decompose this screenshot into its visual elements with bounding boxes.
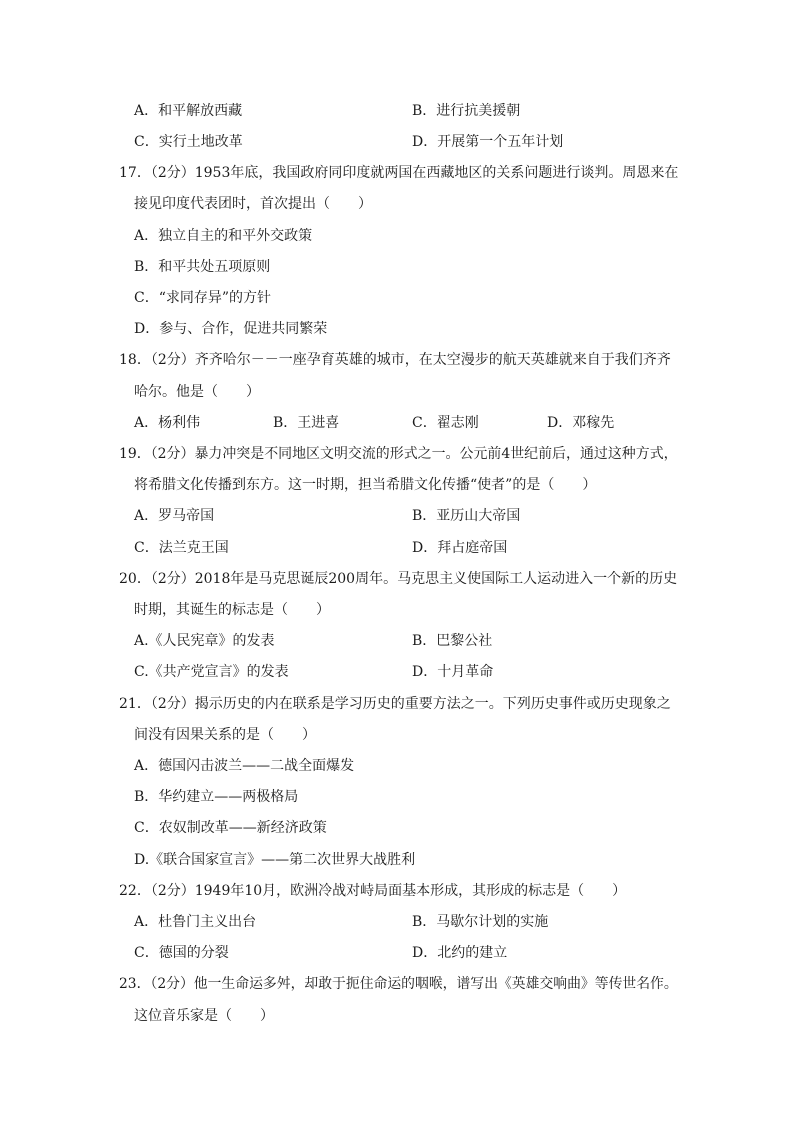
option-16-b: B．进行抗美援朝 xyxy=(412,103,521,119)
option-17-c: C．“求同存异”的方针 xyxy=(134,290,272,306)
option-21-a: A．德国闪击波兰——二战全面爆发 xyxy=(134,758,355,774)
question-19-stem-cont: 将希腊文化传播到东方。这一时期，担当希腊文化传播“使者”的是（ ） xyxy=(134,477,597,493)
question-20-stem: 20．（2分）2018年是马克思诞辰200周年。马克思主义使国际工人运动进入一个新的历史 xyxy=(119,571,678,587)
option-16-c: C．实行土地改革 xyxy=(134,134,243,150)
option-19-b: B．亚历山大帝国 xyxy=(412,508,521,524)
option-17-b: B．和平共处五项原则 xyxy=(134,259,271,275)
option-22-c: C．德国的分裂 xyxy=(134,945,229,961)
option-18-d: D．邓稼先 xyxy=(547,415,615,431)
question-18-stem: 18．（2分）齐齐哈尔－－一座孕育英雄的城市，在太空漫步的航天英雄就来自于我们齐齐 xyxy=(119,352,671,368)
option-17-d: D．参与、合作，促进共同繁荣 xyxy=(134,321,328,337)
option-20-d: D．十月革命 xyxy=(412,664,494,680)
option-22-d: D．北约的建立 xyxy=(412,945,508,961)
question-19-stem: 19．（2分）暴力冲突是不同地区文明交流的形式之一。公元前4世纪前后，通过这种方式， xyxy=(119,446,678,462)
question-18-stem-cont: 哈尔。他是（ ） xyxy=(134,384,260,400)
option-16-d: D．开展第一个五年计划 xyxy=(412,134,564,150)
option-21-b: B．华约建立——两极格局 xyxy=(134,789,299,805)
option-19-d: D．拜占庭帝国 xyxy=(412,540,508,556)
option-17-a: A．独立自主的和平外交政策 xyxy=(134,228,313,244)
question-17-stem: 17．（2分）1953年底，我国政府同印度就两国在西藏地区的关系问题进行谈判。周恩来在 xyxy=(119,165,679,181)
question-21-stem: 21．（2分）揭示历史的内在联系是学习历史的重要方法之一。下列历史事件或历史现象之 xyxy=(119,696,671,712)
question-20-stem-cont: 时期，其诞生的标志是（ ） xyxy=(134,602,330,618)
option-22-b: B．马歇尔计划的实施 xyxy=(412,914,549,930)
question-23-stem: 23．（2分）他一生命运多舛，却敢于扼住命运的咽喉，谱写出《英雄交响曲》等传世名作。 xyxy=(119,976,678,992)
question-17-stem-cont: 接见印度代表团时，首次提出（ ） xyxy=(134,196,372,212)
option-19-c: C．法兰克王国 xyxy=(134,540,229,556)
option-21-c: C．农奴制改革——新经济政策 xyxy=(134,820,327,836)
option-19-a: A．罗马帝国 xyxy=(134,508,215,524)
option-20-c: C.《共产党宣言》的发表 xyxy=(134,664,289,680)
option-16-a: A．和平解放西藏 xyxy=(134,103,243,119)
question-23-stem-cont: 这位音乐家是（ ） xyxy=(134,1008,274,1024)
option-18-c: C．翟志刚 xyxy=(412,415,479,431)
question-22-stem: 22．（2分）1949年10月，欧洲冷战对峙局面基本形成，其形成的标志是（ ） xyxy=(119,883,627,899)
option-22-a: A．杜鲁门主义出台 xyxy=(134,914,257,930)
option-21-d: D.《联合国家宣言》——第二次世界大战胜利 xyxy=(134,852,416,868)
option-20-b: B．巴黎公社 xyxy=(412,633,493,649)
option-20-a: A.《人民宪章》的发表 xyxy=(134,633,275,649)
question-21-stem-cont: 间没有因果关系的是（ ） xyxy=(134,727,316,743)
option-18-a: A．杨利伟 xyxy=(134,415,201,431)
option-18-b: B．王进喜 xyxy=(273,415,340,431)
